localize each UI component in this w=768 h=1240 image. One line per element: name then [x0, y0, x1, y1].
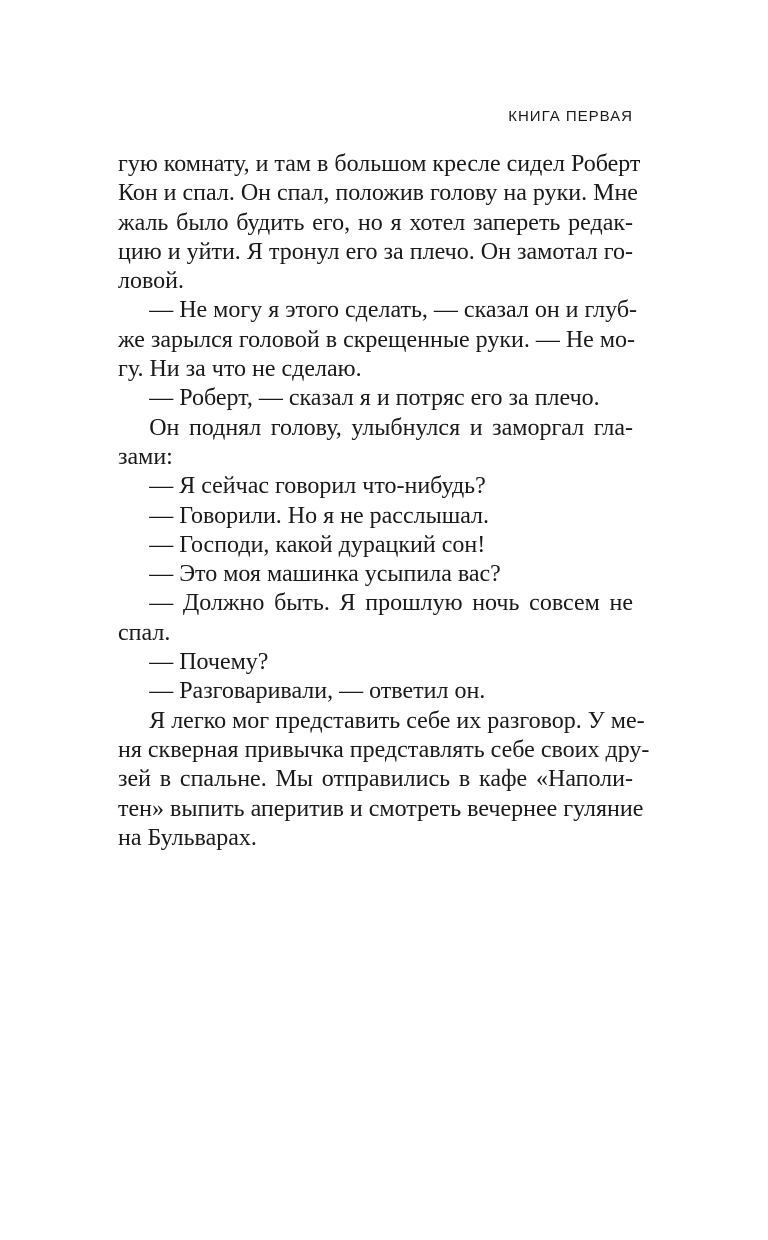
text-line: — Господи, какой дурацкий сон! [149, 531, 486, 558]
body-text [118, 150, 650, 853]
text-line: — Это моя машинка усыпила вас? [149, 561, 501, 588]
text-line: гу. Ни за что не сделаю. [118, 356, 362, 383]
text-line: жаль было будить его, но я хотел запереть редак- [118, 209, 633, 236]
text-line: Он поднял голову, улыбнулся и заморгал гла- [149, 414, 633, 441]
text-line: — Роберт, — сказал я и потряс его за плечо. [149, 385, 600, 412]
text-line: на Бульварах. [118, 824, 257, 851]
running-header: КНИГА ПЕРВАЯ [508, 108, 633, 125]
text-line: — Я сейчас говорил что-нибудь? [149, 473, 486, 500]
text-line: гую комнату, и там в большом кресле сидел Роберт [118, 151, 641, 177]
text-line: — Не могу я этого сделать, — сказал он и глуб- [149, 297, 638, 324]
text-line: ня скверная привычка представлять себе своих дру- [118, 736, 650, 763]
text-line: ловой. [118, 268, 184, 295]
text-line: зей в спальне. Мы отправились в кафе «Наполи- [118, 766, 633, 793]
text-line: зами: [118, 443, 173, 470]
text-line: — Разговаривали, — ответил он. [149, 678, 486, 705]
text-line: — Почему? [149, 649, 269, 676]
text-line: цию и уйти. Я тронул его за плечо. Он замотал го- [118, 238, 633, 265]
text-line: тен» выпить аперитив и смотреть вечернее гуляние [118, 795, 644, 822]
text-line: же зарылся головой в скрещенные руки. — Не мо- [118, 326, 636, 353]
text-line: спал. [118, 619, 171, 646]
text-line: Я легко мог представить себе их разговор. У ме- [149, 707, 645, 734]
text-line: Кон и спал. Он спал, положив голову на руки. Мне [118, 180, 638, 207]
text-line: — Говорили. Но я не расслышал. [149, 502, 490, 529]
text-line: — Должно быть. Я прошлую ночь совсем не [149, 590, 633, 617]
